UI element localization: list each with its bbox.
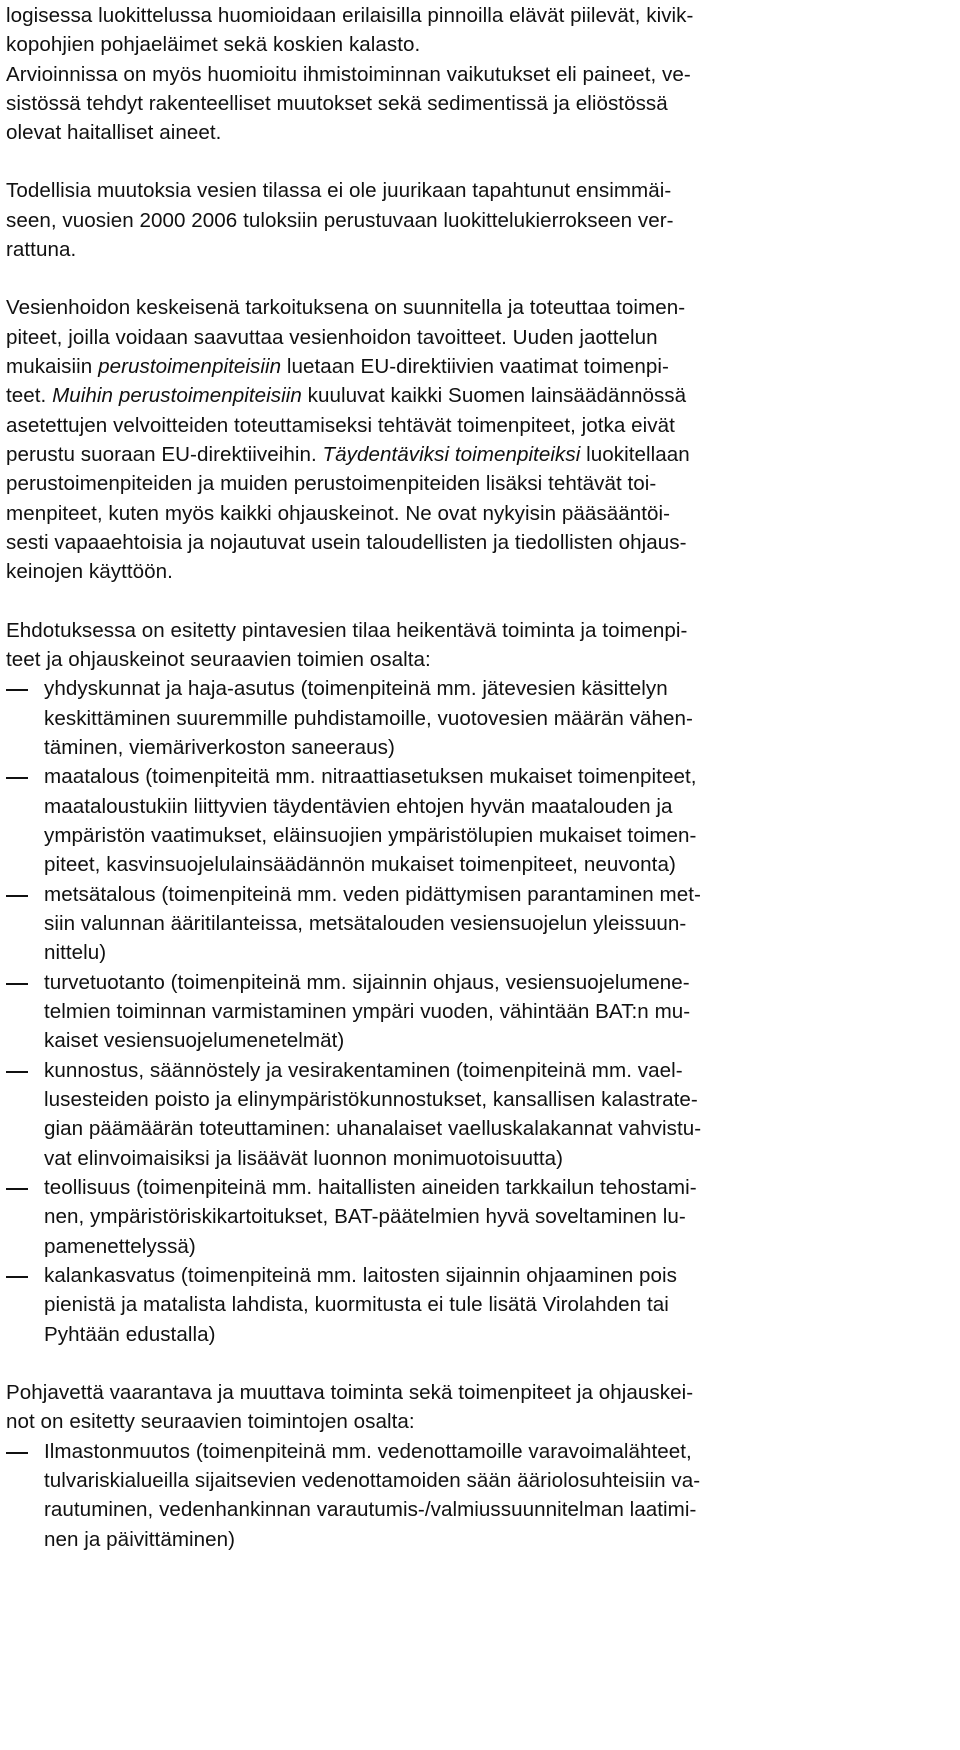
list-dash-icon: [6, 777, 28, 779]
emphasis-term: Täydentäviksi toimenpiteiksi: [322, 443, 581, 466]
list-item-line: pienistä ja matalista lahdista, kuormitusta ei tule lisätä Virolahden tai: [44, 1293, 669, 1316]
paragraph-1-line: Arvioinnissa on myös huomioitu ihmistoiminnan vaikutukset eli paineet, ve-: [6, 63, 691, 86]
paragraph-3-line: mukaisiin perustoimenpiteisiin luetaan EU-direktiivien vaatimat toimenpi-: [6, 355, 669, 378]
list-item-line: kunnostus, säännöstely ja vesirakentaminen (toimenpiteinä mm. vael-: [44, 1059, 683, 1082]
list-item-line: lusesteiden poisto ja elinympäristökunnostukset, kansallisen kalastrate-: [44, 1088, 698, 1111]
list-item-line: pamenettelyssä): [44, 1235, 196, 1258]
list-item-line: piteet, kasvinsuojelulainsäädännön mukaiset toimenpiteet, neuvonta): [44, 853, 676, 876]
emphasis-term: Muihin perustoimenpiteisiin: [52, 384, 302, 407]
list-item-line: rautuminen, vedenhankinnan varautumis-/valmiussuunnitelman laatimi-: [44, 1498, 697, 1521]
paragraph-4-line: teet ja ohjauskeinot seuraavien toimien osalta:: [6, 648, 431, 671]
paragraph-1-line: logisessa luokittelussa huomioidaan erilaisilla pinnoilla elävät piilevät, kivik-: [6, 4, 694, 27]
list-item-line: gian päämäärän toteuttaminen: uhanalaiset vaelluskalakannat vahvistu-: [44, 1117, 702, 1140]
list-item-line: vat elinvoimaisiksi ja lisäävät luonnon monimuotoisuutta): [44, 1147, 564, 1170]
list-item-line: nittelu): [44, 941, 107, 964]
list-item-line: Pyhtään edustalla): [44, 1323, 216, 1346]
list-dash-icon: [6, 895, 28, 897]
paragraph-4-line: Ehdotuksessa on esitetty pintavesien tilaa heikentävä toiminta ja toimenpi-: [6, 619, 688, 642]
list-item-line: keskittäminen suuremmille puhdistamoille, vuotovesien määrän vähen-: [44, 707, 693, 730]
paragraph-1-line: kopohjien pohjaeläimet sekä koskien kalasto.: [6, 33, 421, 56]
paragraph-5-line: not on esitetty seuraavien toimintojen osalta:: [6, 1410, 415, 1433]
list-item-line: kaiset vesiensuojelumenetelmät): [44, 1029, 345, 1052]
paragraph-3-line: asetettujen velvoitteiden toteuttamiseksi tehtävät toimenpiteet, jotka eivät: [6, 414, 675, 437]
list-item-line: maatalous (toimenpiteitä mm. nitraattiasetuksen mukaiset toimenpiteet,: [44, 765, 697, 788]
list-dash-icon: [6, 1452, 28, 1454]
paragraph-3-line: keinojen käyttöön.: [6, 560, 173, 583]
list-dash-icon: [6, 689, 28, 691]
list-item-line: Ilmastonmuutos (toimenpiteinä mm. vedenottamoille varavoimalähteet,: [44, 1440, 692, 1463]
paragraph-3-line: piteet, joilla voidaan saavuttaa vesienhoidon tavoitteet. Uuden jaottelun: [6, 326, 658, 349]
paragraph-1-line: olevat haitalliset aineet.: [6, 121, 222, 144]
paragraph-3-line: menpiteet, kuten myös kaikki ohjauskeinot. Ne ovat nykyisin pääsääntöi-: [6, 502, 671, 525]
paragraph-3-line: teet. Muihin perustoimenpiteisiin kuuluvat kaikki Suomen lainsäädännössä: [6, 384, 687, 407]
paragraph-3-line: sesti vapaaehtoisia ja nojautuvat usein taloudellisten ja tiedollisten ohjaus-: [6, 531, 687, 554]
paragraph-2-line: seen, vuosien 2000 2006 tuloksiin perustuvaan luokittelukierrokseen ver-: [6, 209, 674, 232]
list-item-line: telmien toiminnan varmistaminen ympäri vuoden, vähintään BAT:n mu-: [44, 1000, 691, 1023]
paragraph-3-line: perustoimenpiteiden ja muiden perustoimenpiteiden lisäksi tehtävät toi-: [6, 472, 657, 495]
emphasis-term: perustoimenpiteisiin: [98, 355, 282, 378]
paragraph-5-line: Pohjavettä vaarantava ja muuttava toiminta sekä toimenpiteet ja ohjauskei-: [6, 1381, 694, 1404]
list-item-line: turvetuotanto (toimenpiteinä mm. sijainnin ohjaus, vesiensuojelumene-: [44, 971, 690, 994]
list-item-line: nen, ympäristöriskikartoitukset, BAT-päätelmien hyvä soveltaminen lu-: [44, 1205, 686, 1228]
list-item-line: maataloustukiin liittyvien täydentävien ehtojen hyvän maatalouden ja: [44, 795, 673, 818]
list-item-line: ympäristön vaatimukset, eläinsuojien ympäristölupien mukaiset toimen-: [44, 824, 697, 847]
list-item-line: yhdyskunnat ja haja-asutus (toimenpiteinä mm. jätevesien käsittelyn: [44, 677, 668, 700]
paragraph-3-line: perustu suoraan EU-direktiiveihin. Täydentäviksi toimenpiteiksi luokitellaan: [6, 443, 690, 466]
paragraph-2-line: Todellisia muutoksia vesien tilassa ei ole juurikaan tapahtunut ensimmäi-: [6, 179, 672, 202]
paragraph-3-line: Vesienhoidon keskeisenä tarkoituksena on suunnitella ja toteuttaa toimen-: [6, 296, 686, 319]
list-item-line: tulvariskialueilla sijaitsevien vedenottamoiden sään ääriolosuhteisiin va-: [44, 1469, 701, 1492]
list-item-line: täminen, viemäriverkoston saneeraus): [44, 736, 395, 759]
list-dash-icon: [6, 1188, 28, 1190]
list-item-line: teollisuus (toimenpiteinä mm. haitallisten aineiden tarkkailun tehostami-: [44, 1176, 697, 1199]
list-dash-icon: [6, 1276, 28, 1278]
list-item-line: siin valunnan ääritilanteissa, metsätalouden vesiensuojelun yleissuun-: [44, 912, 687, 935]
paragraph-1-line: sistössä tehdyt rakenteelliset muutokset sekä sedimentissä ja eliöstössä: [6, 92, 668, 115]
list-item-line: nen ja päivittäminen): [44, 1528, 236, 1551]
list-dash-icon: [6, 983, 28, 985]
list-item-line: metsätalous (toimenpiteinä mm. veden pidättymisen parantaminen met-: [44, 883, 701, 906]
paragraph-2-line: rattuna.: [6, 238, 77, 261]
list-item-line: kalankasvatus (toimenpiteinä mm. laitosten sijainnin ohjaaminen pois: [44, 1264, 677, 1287]
list-dash-icon: [6, 1071, 28, 1073]
